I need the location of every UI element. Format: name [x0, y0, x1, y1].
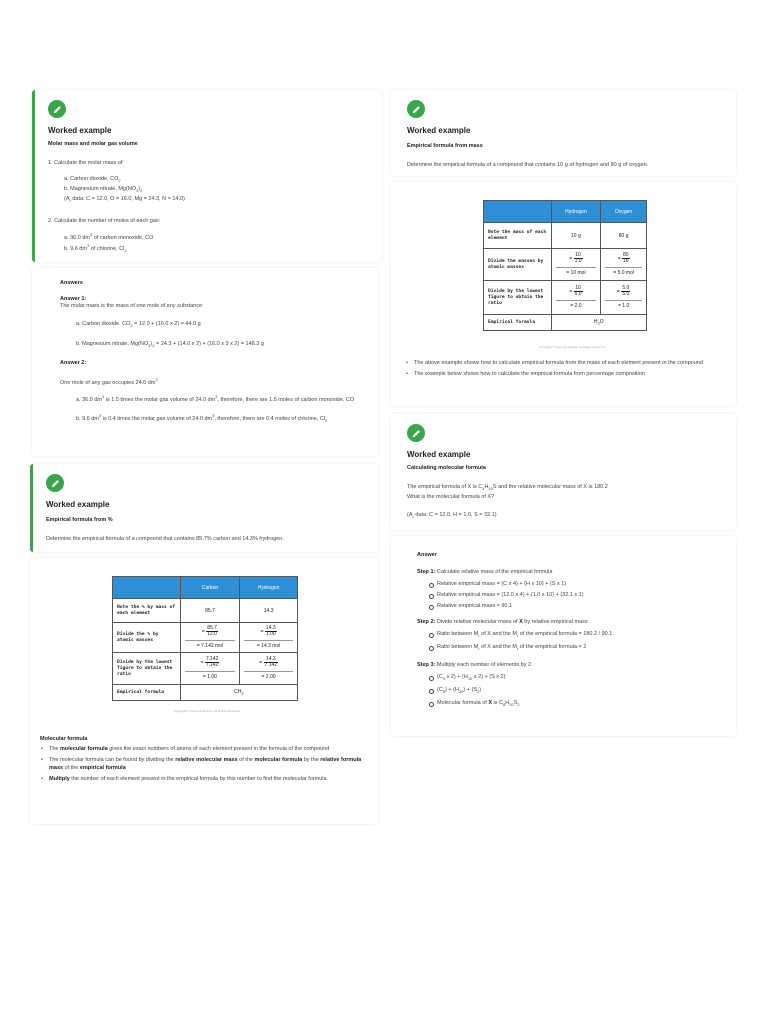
answer-1-title: Answer 1:: [60, 296, 87, 302]
empirical-mass-notes: [405, 356, 725, 378]
list-item: ($C_4$ x $2) + (H_{10}$ x 2) + (S x 2): [427, 673, 722, 683]
question-2: 2. Calculate the number of moles of each gas:: [48, 218, 161, 225]
row-label: Divide the masses by atomic masses: [484, 249, 552, 281]
worked-example-empirical-mass-card: [391, 90, 736, 176]
row-label: Note the % by mass of each element: [113, 599, 181, 623]
card-subtitle: Molar mass and molar gas volume: [48, 141, 138, 147]
step-2: Step 2: Divide relative molecular mass of X by relative empirical mass: [417, 619, 588, 625]
worked-example-molecular-formula-card: [391, 414, 736, 530]
table-cell: = $\frac{10}{5.0}$ = 2.0: [551, 281, 601, 315]
table-header-oxygen: Oxygen: [601, 201, 647, 223]
table-header-hydrogen: Hydrogen: [240, 577, 298, 599]
table-cell: = $\frac{5.0}{5.0}$ = 1.0: [601, 281, 647, 315]
empirical-mass-table-card: [391, 182, 736, 406]
card-title: Worked example: [407, 126, 471, 135]
row-label: Note the mass of each element: [484, 223, 552, 249]
empirical-percent-table-card: [30, 558, 378, 824]
copyright-caption: Copyright © Save My Exams. All Rights Reserved: [174, 709, 241, 713]
answer-title: Answer: [417, 552, 437, 558]
question-data: ($A_r$ data: C = 12.0, H = 1.0, S = 32.1): [407, 512, 497, 520]
copyright-caption: Copyright © Save My Exams. All Rights Reserved: [539, 345, 606, 349]
table-cell: 14.3: [240, 599, 298, 623]
card-subtitle: Calculating molecular formula: [407, 465, 486, 471]
question: Determine the empirical formula of a compound that contains 10 g of hydrogen and 80 g of oxygen.: [407, 162, 649, 168]
step-1: Step 1: Calculate relative mass of the empirical formula: [417, 569, 553, 575]
row-label: Divide by the lowest figure to obtain the ratio: [113, 653, 181, 685]
question-1: 1. Calculate the molar mass of:: [48, 160, 124, 166]
table-cell: 10 g: [551, 223, 601, 249]
question-2a: a. 36.0 $dm^3$ of carbon monoxide, CO: [64, 232, 154, 242]
table-header-blank: [113, 577, 181, 599]
list-item: • The molecular formula can be found by dividing the relative molecular mass of the molecular formula by the relative formula mass of the empirical formula: [40, 756, 366, 772]
step-1-list: [417, 580, 722, 610]
answers-card: [32, 268, 378, 456]
list-item: Relative empirical mass = 90.1: [427, 602, 722, 610]
step-2-list: [417, 630, 722, 653]
question-2b: b. 9.6 $dm^3$ of chlorine, $Cl_2$: [64, 243, 127, 254]
empirical-mass-table: [483, 200, 647, 331]
question: Determine the empirical formula of a compound that contains 85.7% carbon and 14.3% hydrogen.: [46, 536, 284, 542]
question-1b: b. Magnesium nitrate, $Mg(NO_3)_2$: [64, 186, 143, 194]
answer-2-intro: One mole of any gas occupies 24.0 $dm^3$: [60, 377, 158, 387]
table-header-carbon: Carbon: [180, 577, 240, 599]
list-item: • The molecular formula gives the exact numbers of atoms of each element present in the formula of the compound: [40, 745, 366, 753]
table-header-blank: [484, 201, 552, 223]
empirical-percent-table: [112, 576, 298, 701]
table-cell: = $\frac{14.3}{1.00}$ = 14.3 mol: [240, 623, 298, 653]
list-item: Molecular formula of X is $C_8H_{20}S_2$: [427, 699, 722, 709]
table-header-hydrogen: Hydrogen: [551, 201, 601, 223]
empirical-formula-value: $CH_2$: [180, 685, 297, 701]
pencil-icon: [407, 100, 425, 118]
list-item: • The above example shows how to calculate empirical formula from the mass of each element present in the compound: [405, 359, 725, 367]
pencil-icon: [46, 474, 64, 492]
list-item: Relative empirical mass = (12.0 x 4) + (1.0 x 10) + (32.1 x 1): [427, 591, 722, 599]
step-3: Step 3: Multiply each number of elements by 2: [417, 662, 532, 669]
molecular-formula-title: Molecular formula: [40, 736, 88, 742]
card-title: Worked example: [48, 126, 112, 135]
table-cell: = $\frac{80}{16}$ = 5.0 mol: [601, 249, 647, 281]
answer-1-intro: The molar mass is the mass of one mole of any substance: [60, 303, 203, 309]
list-item: Ratio between $M_r$ of X and the $M_r$ of the empirical formula = 2: [427, 643, 722, 653]
row-label: Empirical formula: [484, 315, 552, 331]
answer-2a: a. 36.0 $dm^3$ is 1.5 times the molar gas volume of 24.0 $dm^3$, therefore, there are 1.5 moles of carbon monoxide, CO: [76, 394, 355, 403]
card-title: Worked example: [46, 500, 110, 509]
card-subtitle: Empirical formula from %: [46, 517, 113, 523]
answer-2-title: Answer 2:: [60, 360, 87, 367]
list-item: Ratio between $M_r$ of X and the $M_r$ of the empirical formula = 180.2 / 90.1: [427, 630, 722, 640]
table-cell: 85.7: [180, 599, 240, 623]
step-3-list: [417, 673, 722, 709]
list-item: Relative empirical mass = (C x 4) + (H x 10) + (S x 1): [427, 580, 722, 588]
question-1-data: ($A_r$ data: C = 12.0, O = 16.0, Mg = 24.3, N = 14.0): [64, 196, 185, 204]
molecular-formula-list: [40, 745, 366, 783]
pencil-icon: [48, 100, 66, 118]
answer-1b: b. Magnesium nitrate, $Mg(NO_3)_2 = 24.3 + (14.0$ x 2) + (16.0 x 3 x 2) = 148.3 g: [76, 341, 264, 349]
pencil-icon: [407, 424, 425, 442]
table-cell: 80 g: [601, 223, 647, 249]
row-label: Divide the % by atomic masses: [113, 623, 181, 653]
worked-example-empirical-percent-card: [30, 464, 378, 552]
question-line-2: What is the molecular formula of X?: [407, 494, 495, 501]
table-cell: = $\frac{10}{1.0}$ = 10 mol: [551, 249, 601, 281]
row-label: Empirical formula: [113, 685, 181, 701]
answers-title: Answers: [60, 280, 83, 286]
table-cell: = $\frac{14.3}{7.142}$ = 2.00: [240, 653, 298, 685]
table-cell: = $\frac{85.7}{12.0}$ = 7.142 mol: [180, 623, 240, 653]
empirical-formula-value: $H_2O$: [551, 315, 646, 331]
card-title: Worked example: [407, 450, 471, 459]
list-item: • The example below shows how to calculate the empirical formula from percentage composition: [405, 370, 725, 378]
row-label: Divide by the lowest figure to obtain the ratio: [484, 281, 552, 315]
molecular-formula-answer-card: [391, 536, 736, 736]
table-cell: = $\frac{7.142}{7.142}$ = 1.00: [180, 653, 240, 685]
answer-1a: a. Carbon dioxide, $CO_2 = 12.0 + (16.0$ x 2) = 44.0 g: [76, 321, 201, 329]
question-1a: a. Carbon dioxide, $CO_2$: [64, 176, 121, 184]
answer-2b: b. 9.6 $dm^3$ is 0.4 times the molar gas volume of 24.0 $dm^3$, therefore, there are 0.4 moles of chlorine, $Cl_2$: [76, 412, 328, 423]
list-item: $(C_8) + (H_{20}) + (S_2)$: [427, 686, 722, 696]
worked-example-molar-mass-card: [32, 90, 382, 262]
list-item: • Multiply the number of each element present in the empirical formula by this number to find the molecular formula: [40, 775, 366, 783]
question-line-1: The empirical formula of X is $C_4H_{10}S$ and the relative molecular mass of X is 180.2: [407, 484, 608, 492]
card-subtitle: Empirical formula from mass: [407, 143, 483, 149]
